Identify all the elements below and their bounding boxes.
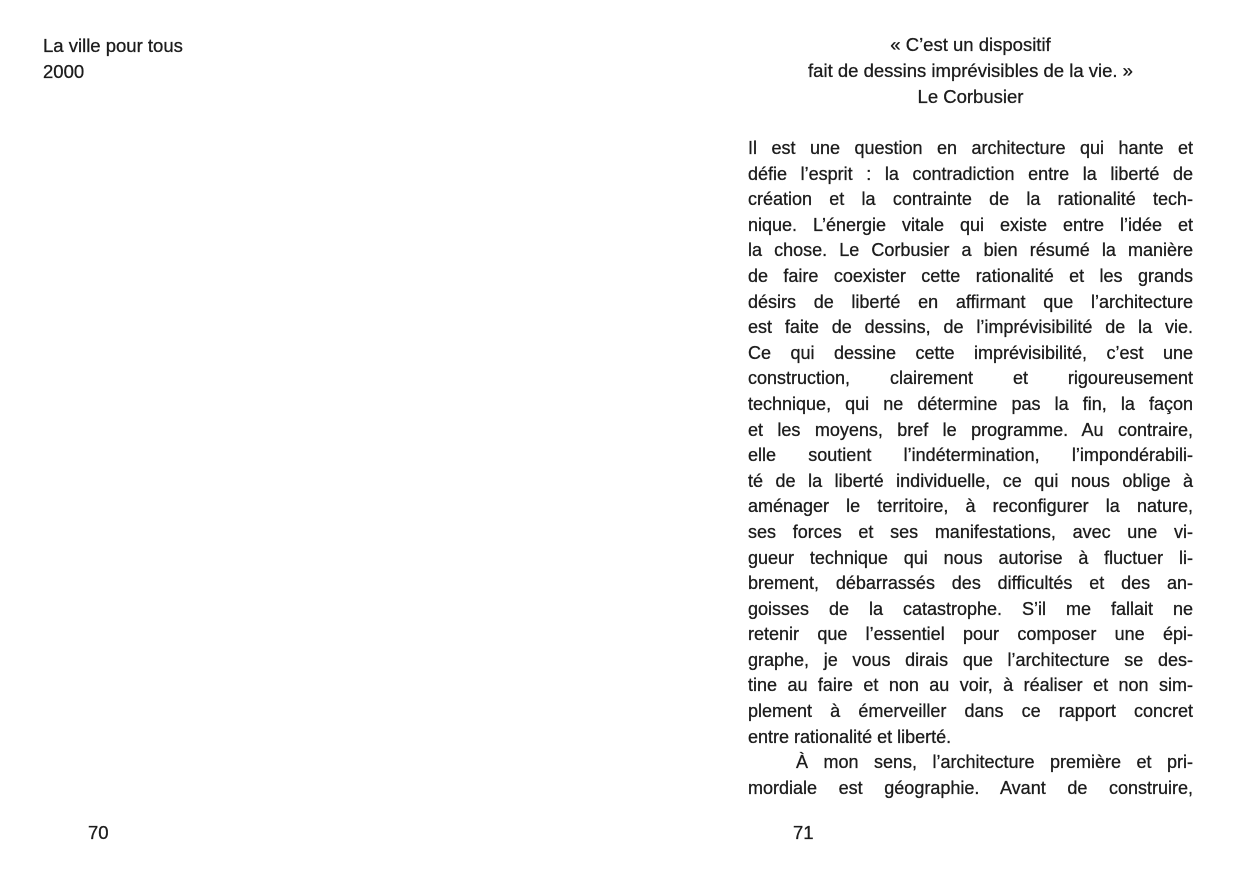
body-text bbox=[748, 136, 1193, 801]
body-text-line: té de la liberté individuelle, ce qui nous oblige à bbox=[748, 470, 1193, 491]
chapter-year: 2000 bbox=[43, 61, 85, 82]
epigraph bbox=[748, 32, 1193, 110]
body-text-line: nique. L’énergie vitale qui existe entre l’idée et bbox=[748, 214, 1193, 235]
body-text-line: construction, clairement et rigoureusement bbox=[748, 368, 1193, 389]
body-text-line: tine au faire et non au voir, à réaliser et non sim- bbox=[748, 675, 1193, 696]
body-text-line: brement, débarrassés des difficultés et des an- bbox=[748, 573, 1193, 594]
epigraph-attribution: Le Corbusier bbox=[917, 86, 1024, 107]
page-number-right: 71 bbox=[793, 822, 814, 843]
body-text-line: Ce qui dessine cette imprévisibilité, c’est une bbox=[748, 342, 1193, 363]
body-text-line: est faite de dessins, de l’imprévisibilité de la vie. bbox=[748, 317, 1193, 338]
body-text-line: de faire coexister cette rationalité et les grands bbox=[748, 265, 1193, 286]
chapter-title: La ville pour tous bbox=[43, 35, 183, 56]
body-text-line: désirs de liberté en affirmant que l’architecture bbox=[748, 291, 1193, 312]
body-text-line: technique, qui ne détermine pas la fin, la façon bbox=[748, 393, 1193, 414]
epigraph-line-2: fait de dessins imprévisibles de la vie. » bbox=[808, 60, 1133, 81]
body-text-line: mordiale est géographie. Avant de construire, bbox=[748, 777, 1193, 798]
body-text-line: la chose. Le Corbusier a bien résumé la manière bbox=[748, 240, 1193, 261]
body-text-line: Il est une question en architecture qui hante et bbox=[748, 138, 1193, 158]
body-text-line: retenir que l’essentiel pour composer une épi- bbox=[748, 624, 1193, 645]
body-text-line: goisses de la catastrophe. S’il me fallait ne bbox=[748, 598, 1193, 619]
body-text-line: création et la contrainte de la rationalité tech- bbox=[748, 189, 1193, 210]
body-text-line: graphe, je vous dirais que l’architecture se des- bbox=[748, 649, 1193, 670]
body-text-line: entre rationalité et liberté. bbox=[748, 726, 952, 747]
page-number-left: 70 bbox=[88, 822, 109, 843]
epigraph-line-1: « C’est un dispositif bbox=[890, 34, 1051, 55]
body-text-line: elle soutient l’indétermination, l’impondérabili- bbox=[748, 445, 1193, 466]
body-text-line: défie l’esprit : la contradiction entre la liberté de bbox=[748, 163, 1193, 184]
body-text-line: aménager le territoire, à reconfigurer la nature, bbox=[748, 496, 1193, 517]
running-head bbox=[43, 33, 183, 85]
body-text-line-paragraph-start: À mon sens, l’architecture première et pri- bbox=[796, 752, 1193, 773]
body-text-line: plement à émerveiller dans ce rapport concret bbox=[748, 701, 1193, 722]
body-text-line: et les moyens, bref le programme. Au contraire, bbox=[748, 419, 1193, 440]
body-text-line: ses forces et ses manifestations, avec une vi- bbox=[748, 521, 1193, 542]
body-text-line: gueur technique qui nous autorise à fluctuer li- bbox=[748, 547, 1193, 568]
